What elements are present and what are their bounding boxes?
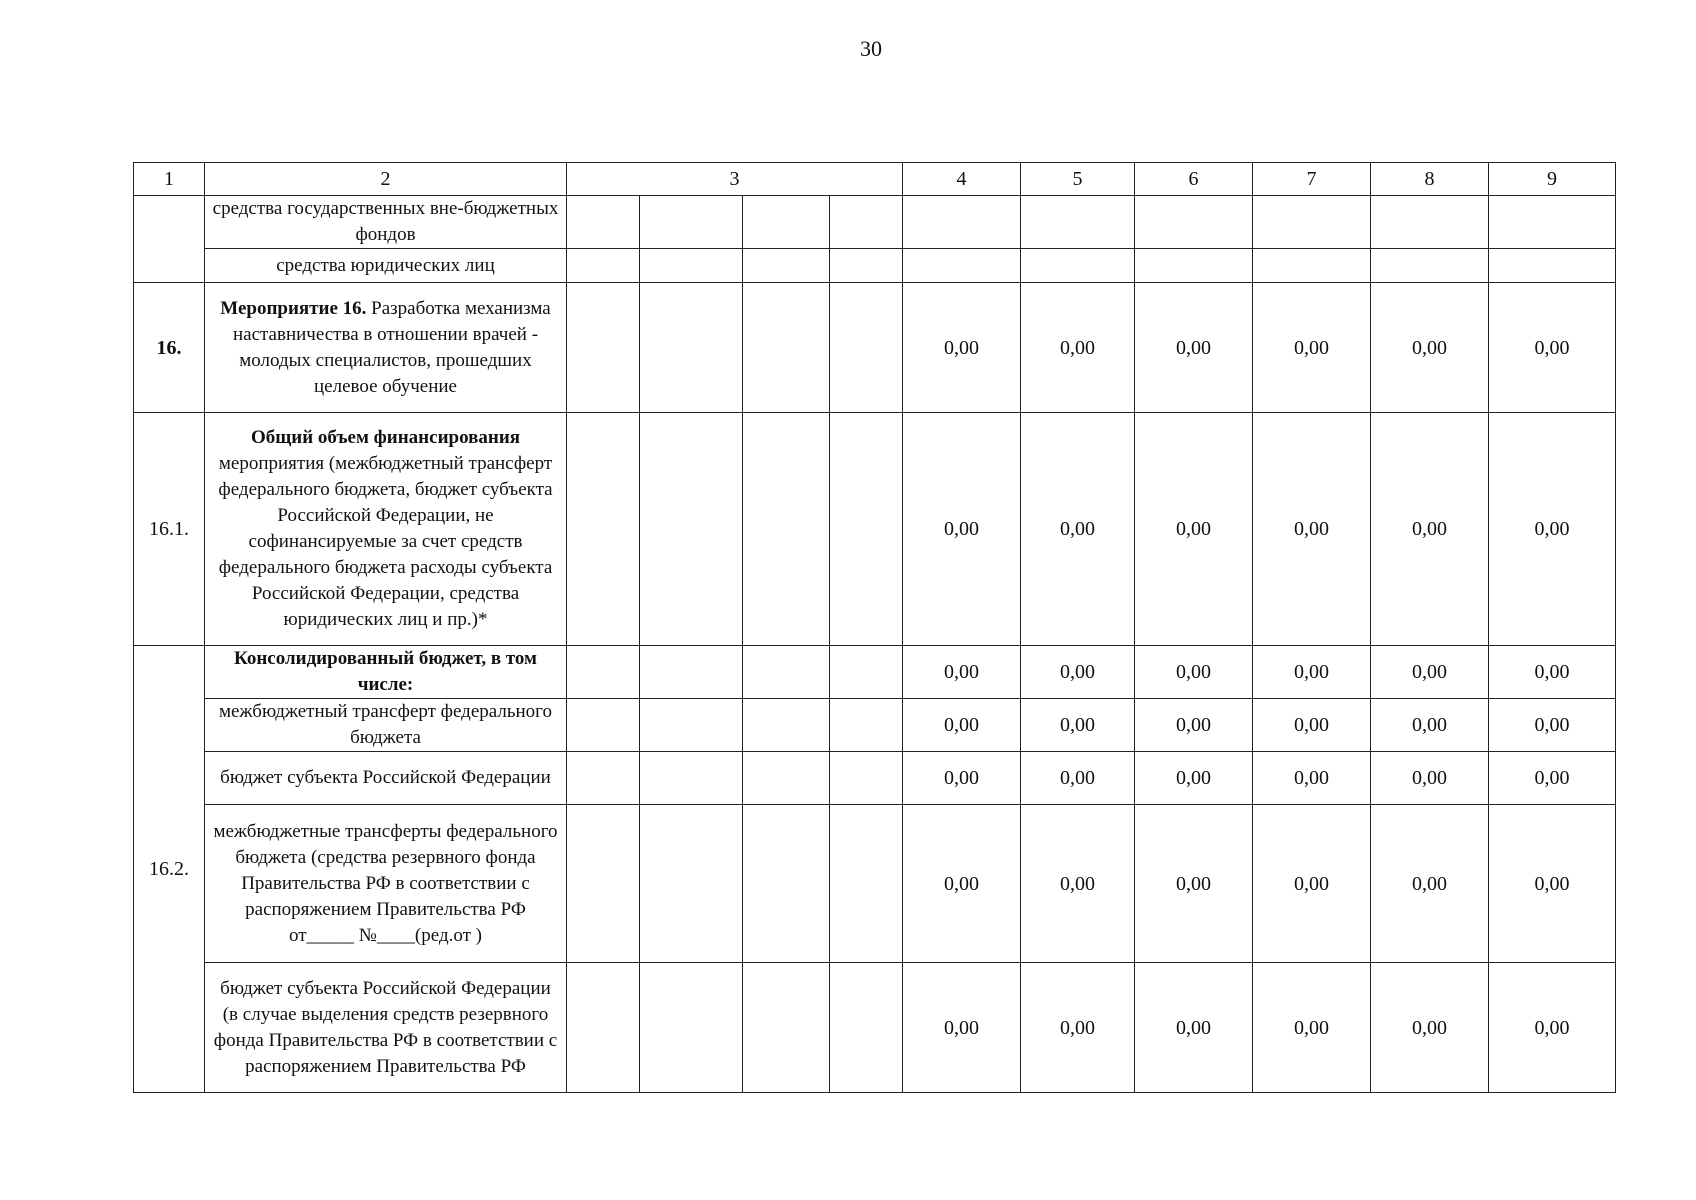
value-cell: 0,00 <box>1253 283 1371 413</box>
value-cell: 0,00 <box>1135 283 1253 413</box>
value-cell: 0,00 <box>903 646 1021 699</box>
value-cell: 0,00 <box>1253 752 1371 805</box>
value-cell: 0,00 <box>1371 413 1489 646</box>
value-cell: 0,00 <box>1371 646 1489 699</box>
header-cell-2: 2 <box>205 163 567 196</box>
value-cell: 0,00 <box>1135 805 1253 963</box>
row-label-bold: Мероприятие 16. <box>220 297 367 319</box>
value-cell: 0,00 <box>1489 699 1616 752</box>
row-label-bold: Общий объем финансирования <box>250 427 521 448</box>
value-cell: 0,00 <box>1371 963 1489 1093</box>
value-cell: 0,00 <box>1253 646 1371 699</box>
value-cell: 0,00 <box>1135 963 1253 1093</box>
value-cell: 0,00 <box>1135 646 1253 699</box>
header-cell-5: 5 <box>1021 163 1135 196</box>
row-number: 16.2. <box>134 646 205 1093</box>
row-label-total-financing <box>205 413 567 646</box>
value-cell: 0,00 <box>1021 805 1135 963</box>
value-cell: 0,00 <box>1021 752 1135 805</box>
table-row <box>134 646 1616 699</box>
table-row <box>134 805 1616 963</box>
table-row <box>134 963 1616 1093</box>
row-label-reserve-fund: межбюджетные трансферты федерального бюджета (средства резервного фонда Правительства РФ в соответствии с распоряжением Правительства РФ от_____ №____(ред.от ) <box>205 805 567 963</box>
value-cell: 0,00 <box>1135 699 1253 752</box>
table-row <box>134 283 1616 413</box>
table-row <box>134 699 1616 752</box>
value-cell: 0,00 <box>903 699 1021 752</box>
row-number: 16. <box>134 283 205 413</box>
page-number: 30 <box>860 36 882 61</box>
row-label-federal-transfer: межбюджетный трансферт федерального бюджета <box>205 699 567 752</box>
header-cell-3: 3 <box>567 163 903 196</box>
value-cell: 0,00 <box>1371 283 1489 413</box>
row-label-consolidated-budget: Консолидированный бюджет, в том числе: <box>205 646 567 699</box>
header-cell-1: 1 <box>134 163 205 196</box>
value-cell: 0,00 <box>1489 752 1616 805</box>
table-row <box>134 249 1616 283</box>
header-cell-4: 4 <box>903 163 1021 196</box>
value-cell: 0,00 <box>1021 283 1135 413</box>
value-cell: 0,00 <box>1253 805 1371 963</box>
value-cell: 0,00 <box>1253 413 1371 646</box>
value-cell: 0,00 <box>1021 413 1135 646</box>
value-cell: 0,00 <box>1021 646 1135 699</box>
value-cell: 0,00 <box>1253 699 1371 752</box>
header-cell-8: 8 <box>1371 163 1489 196</box>
table-row <box>134 196 1616 249</box>
value-cell: 0,00 <box>1021 699 1135 752</box>
value-cell: 0,00 <box>903 963 1021 1093</box>
value-cell: 0,00 <box>1489 805 1616 963</box>
value-cell: 0,00 <box>1371 805 1489 963</box>
row-label-extrabudget: средства государственных вне-бюджетных фондов <box>205 196 567 249</box>
value-cell: 0,00 <box>1489 963 1616 1093</box>
table-header-row <box>134 163 1616 196</box>
value-cell: 0,00 <box>1371 752 1489 805</box>
row-label-subject-budget: бюджет субъекта Российской Федерации <box>205 752 567 805</box>
value-cell: 0,00 <box>903 283 1021 413</box>
table-row <box>134 752 1616 805</box>
value-cell: 0,00 <box>903 805 1021 963</box>
header-cell-7: 7 <box>1253 163 1371 196</box>
row-label-text: Разработка механизма наставничества в отношении врачей - молодых специалистов, прошедших целевое обучение <box>232 297 551 397</box>
header-cell-9: 9 <box>1489 163 1616 196</box>
row-label-subject-reserve: бюджет субъекта Российской Федерации (в случае выделения средств резервного фонда Правительства РФ в соответствии с распоряжением Правительства РФ <box>205 963 567 1093</box>
financing-table <box>133 162 1616 1093</box>
row-label-measure-16 <box>205 283 567 413</box>
value-cell: 0,00 <box>1135 413 1253 646</box>
table-row <box>134 413 1616 646</box>
value-cell: 0,00 <box>1489 413 1616 646</box>
value-cell: 0,00 <box>903 752 1021 805</box>
value-cell: 0,00 <box>1371 699 1489 752</box>
row-label-text: мероприятия (межбюджетный трансферт федерального бюджета, бюджет субъекта Российской Федерации, не софинансируемые за счет средств федерального бюджета расходы субъекта Российской Федерации, средства юридических лиц и пр.)* <box>218 453 553 630</box>
value-cell: 0,00 <box>1489 283 1616 413</box>
value-cell: 0,00 <box>1021 963 1135 1093</box>
row-number-empty <box>134 196 205 283</box>
value-cell: 0,00 <box>1135 752 1253 805</box>
row-number: 16.1. <box>134 413 205 646</box>
value-cell: 0,00 <box>903 413 1021 646</box>
header-cell-6: 6 <box>1135 163 1253 196</box>
value-cell: 0,00 <box>1489 646 1616 699</box>
value-cell: 0,00 <box>1253 963 1371 1093</box>
row-label-legal-entities: средства юридических лиц <box>205 249 567 283</box>
